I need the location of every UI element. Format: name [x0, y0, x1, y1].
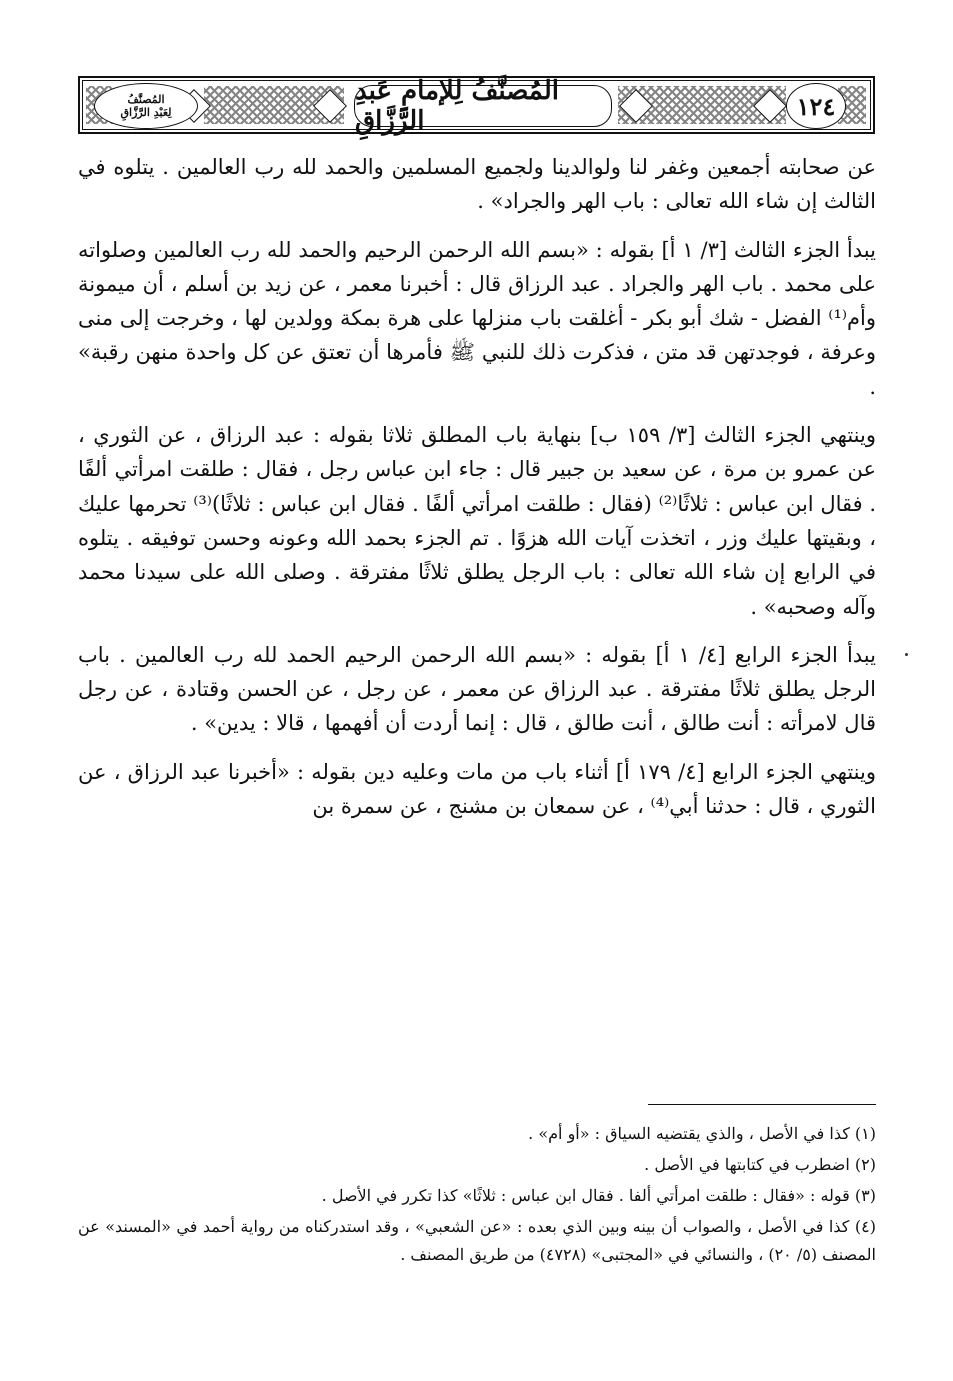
- main-text: [78, 150, 876, 837]
- page-number: ١٢٤: [796, 91, 836, 121]
- footnotes: [78, 1120, 876, 1272]
- footnote: (٢) اضطرب في كتابتها في الأصل .: [644, 1155, 876, 1174]
- page-header: [78, 76, 875, 134]
- paragraph: عن صحابته أجمعين وغفر لنا ولوالدينا ولجميع المسلمين والحمد لله رب العالمين . يتلوه في الثالث إن شاء الله تعالى : باب الهر والجراد» .: [78, 155, 876, 214]
- paragraph: يبدأ الجزء الثالث [٣/ ١ أ] بقوله : «بسم الله الرحمن الرحيم والحمد لله رب العالمين وصلواته على محمد . باب الهر والجراد . عبد الرزاق قال : أخبرنا معمر ، عن زيد بن أسلم ، أن ميمونة وأم⁽¹⁾ الفضل - شك أبو بكر - أغلقت باب منزلها على هرة بمكة وولدين لها ، وخرجت إلى منى وعرفة ، فوجدتهن قد متن ، فذكرت ذلك للنبي ﷺ فأمرها أن تعتق عن كل واحدة منهن رقبة» .: [78, 237, 876, 399]
- footnote-separator: [648, 1104, 876, 1105]
- paragraph: وينتهي الجزء الثالث [٣/ ١٥٩ ب] بنهاية باب المطلق ثلاثا بقوله : عبد الرزاق ، عن الثوري ، عن عمرو بن مرة ، عن سعيد بن جبير قال : جاء ابن عباس رجل ، فقال : طلقت امرأتي ألفًا . فقال ابن عباس : ثلاثًا⁽²⁾ (فقال : طلقت امرأتي ألفًا . فقال ابن عباس : ثلاثًا)⁽³⁾ تحرمها عليك ، وبقيتها عليك وزر ، اتخذت آيات الله هزوًا . تم الجزء بحمد الله وعونه وحسن توفيقه . يتلوه في الرابع إن شاء الله تعالى : باب الرجل يطلق ثلاثًا مفترقة . وصلى الله على سيدنا محمد وآله وصحبه» .: [78, 423, 877, 619]
- footnote: (١) كذا في الأصل ، والذي يقتضيه السياق : «أو أم» .: [528, 1124, 876, 1143]
- footnote: (٣) قوله : «فقال : طلقت امرأتي ألفا . فقال ابن عباس : ثلاثًا» كذا تكرر في الأصل .: [321, 1186, 876, 1205]
- running-title: المُصنَّفُ لِلإمامِ عَبدِ الرَّزَّاقِ: [355, 76, 559, 136]
- seal-line-2: لِعَبْدِ الرَّزَّاقِ: [120, 106, 172, 119]
- book-seal: [94, 83, 198, 129]
- margin-mark: [905, 653, 908, 656]
- running-title-box: [354, 76, 612, 136]
- footnote: (٤) كذا في الأصل ، والصواب أن بينه وبين الذي بعده : «عن الشعبي» ، وقد استدركناه من رواية أحمد في «المسند» عن المصنف (٥/ ٢٠) ، والنسائي في «المجتبى» (٤٧٢٨) من طريق المصنف .: [78, 1217, 876, 1264]
- page-number-box: [786, 83, 846, 129]
- seal-line-1: المُصنَّفُ: [127, 93, 165, 106]
- paragraph: يبدأ الجزء الرابع [٤/ ١ أ] بقوله : «بسم الله الرحمن الرحيم الحمد لله رب العالمين . باب الرجل يطلق ثلاثًا مفترقة . عبد الرزاق عن معمر ، عن رجل ، عن الحسن وقتادة ، عن رجل قال لامرأته : أنت طالق ، أنت طالق ، قال : إنما أردت أن أفهمها ، قالا : يدين» .: [78, 642, 876, 736]
- paragraph: وينتهي الجزء الرابع [٤/ ١٧٩ أ] أثناء باب من مات وعليه دين بقوله : «أخبرنا عبد الرزاق ، عن الثوري ، قال : حدثنا أبي⁽⁴⁾ ، عن سمعان بن مشنج ، عن سمرة بن: [78, 759, 876, 819]
